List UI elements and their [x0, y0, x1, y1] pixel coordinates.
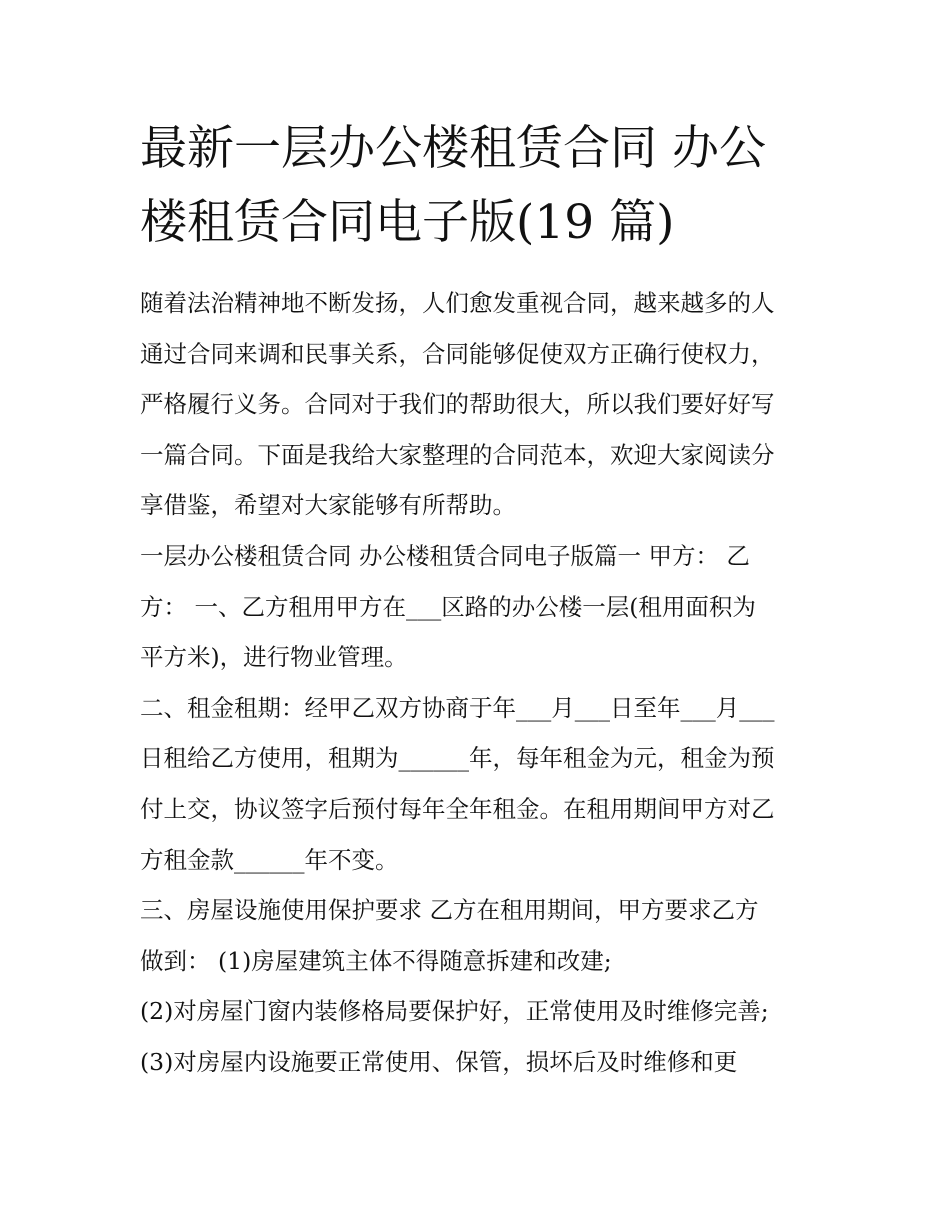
body-line-8: 平方米)，进行物业管理。 — [140, 643, 408, 672]
title-line-2: 楼租赁合同电子版(19 篇) — [140, 195, 675, 250]
body-line-10: 日租给乙方使用，租期为______年，每年租金为元，租金为预 — [140, 744, 775, 773]
body-line-1: 随着法治精神地不断发扬，人们愈发重视合同，越来越多的人 — [140, 289, 775, 317]
title-line-1: 最新一层办公楼租赁合同 办公 — [140, 121, 766, 176]
body-line-4: 一篇合同。下面是我给大家整理的合同范本，欢迎大家阅读分 — [140, 440, 775, 469]
body-line-12: 方租金款______年不变。 — [140, 845, 399, 874]
body-line-9: 二、租金租期：经甲乙双方协商于年___月___日至年___月___ — [140, 693, 775, 722]
body-line-7: 方： 一、乙方租用甲方在___区路的办公楼一层(租用面积为 — [140, 592, 756, 621]
body-line-3: 严格履行义务。合同对于我们的帮助很大，所以我们要好好写 — [140, 390, 775, 419]
body-line-16: (3)对房屋内设施要正常使用、保管，损坏后及时维修和更 — [140, 1047, 738, 1076]
body-line-14: 做到： (1)房屋建筑主体不得随意拆建和改建; — [140, 946, 612, 975]
document-title — [140, 112, 820, 260]
body-line-13: 三、房屋设施使用保护要求 乙方在租用期间，甲方要求乙方 — [140, 896, 759, 925]
body-line-5: 享借鉴，希望对大家能够有所帮助。 — [140, 491, 516, 520]
document-body — [140, 278, 820, 1088]
body-line-15: (2)对房屋门窗内装修格局要保护好，正常使用及时维修完善; — [140, 997, 769, 1026]
body-line-2: 通过合同来调和民事关系，合同能够促使双方正确行使权力， — [140, 339, 775, 368]
body-line-11: 付上交，协议签字后预付每年全年租金。在租用期间甲方对乙 — [140, 794, 775, 823]
body-line-6: 一层办公楼租赁合同 办公楼租赁合同电子版篇一 甲方： 乙 — [140, 541, 750, 570]
